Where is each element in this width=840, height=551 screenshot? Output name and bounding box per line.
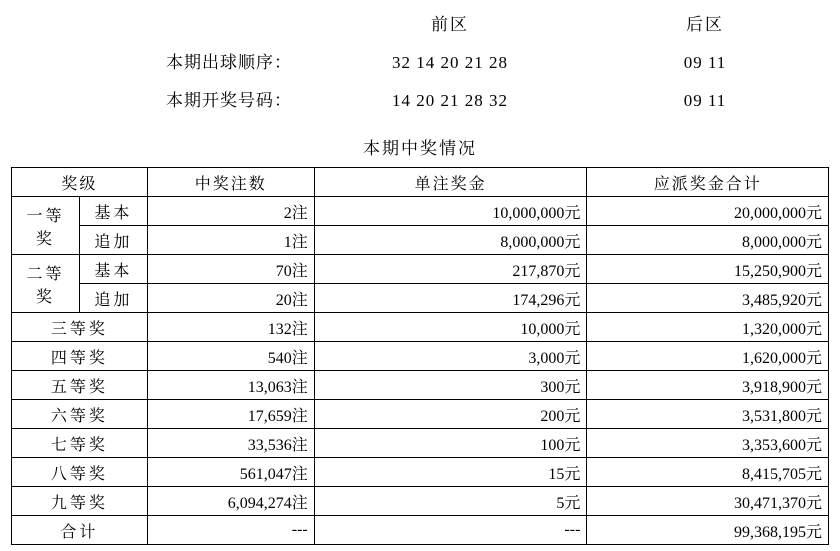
prize-unit-amount: 15元 [314,458,587,487]
prize-unit-amount: 10,000,000元 [314,197,587,226]
prize-count: 132注 [147,313,314,342]
table-row [12,371,829,400]
header-count: 中奖注数 [147,168,314,197]
back-zone-title: 后区 [686,15,724,34]
prize-subtype: 基本 [79,255,147,284]
prize-unit-amount: 100元 [314,429,587,458]
prize-total-amount: 20,000,000元 [587,197,829,226]
prize-level: 二等奖 [12,255,80,313]
table-row [12,284,829,313]
prize-total-amount: 1,620,000元 [587,342,829,371]
prize-subtype: 追加 [79,284,147,313]
prize-count: 540注 [147,342,314,371]
table-row [12,313,829,342]
front-zone-title: 前区 [431,15,469,34]
prize-unit-amount: 200元 [314,400,587,429]
prize-table [11,167,829,545]
ball-order-back-numbers: 09 11 [683,53,727,72]
prize-unit-amount: 300元 [314,371,587,400]
prize-unit-amount: 217,870元 [314,255,587,284]
prize-level: 一等奖 [12,197,80,255]
header-level: 奖级 [12,168,148,197]
header-unit-prize: 单注奖金 [314,168,587,197]
prize-level: 六等奖 [12,400,148,429]
prize-count: 1注 [147,226,314,255]
draw-numbers-section [0,0,840,124]
prize-total-amount: 8,415,705元 [587,458,829,487]
section-title: 本期中奖情况 [363,139,477,158]
prize-count: 17,659注 [147,400,314,429]
prize-total-amount: 3,353,600元 [587,429,829,458]
prize-count: 70注 [147,255,314,284]
prize-level: 四等奖 [12,342,148,371]
total-label: 合计 [12,516,148,545]
table-total-row [12,516,829,545]
prize-count: 2注 [147,197,314,226]
table-row [12,400,829,429]
table-row [12,458,829,487]
total-unit-amount: --- [314,516,587,545]
total-amount: 99,368,195元 [587,516,829,545]
table-header-row [12,168,829,197]
prize-total-amount: 3,531,800元 [587,400,829,429]
prize-count: 561,047注 [147,458,314,487]
prize-count: 20注 [147,284,314,313]
prize-count: 6,094,274注 [147,487,314,516]
prize-level: 三等奖 [12,313,148,342]
ball-order-row [0,48,840,86]
winning-numbers-front: 14 20 21 28 32 [392,91,508,110]
prize-unit-amount: 10,000元 [314,313,587,342]
ball-order-label: 本期出球顺序： [166,53,292,72]
prize-count: 13,063注 [147,371,314,400]
prize-unit-amount: 174,296元 [314,284,587,313]
table-row [12,429,829,458]
table-row [12,342,829,371]
winning-numbers-label: 本期开奖号码： [166,91,292,110]
table-row [12,255,829,284]
prize-subtype: 追加 [79,226,147,255]
winning-numbers-row [0,86,840,124]
prize-total-amount: 3,918,900元 [587,371,829,400]
prize-total-amount: 3,485,920元 [587,284,829,313]
prize-total-amount: 30,471,370元 [587,487,829,516]
table-row [12,226,829,255]
prize-level: 九等奖 [12,487,148,516]
prize-unit-amount: 3,000元 [314,342,587,371]
prize-total-amount: 1,320,000元 [587,313,829,342]
prize-count: 33,536注 [147,429,314,458]
prize-subtype: 基本 [79,197,147,226]
header-total: 应派奖金合计 [587,168,829,197]
zone-header-row [0,10,840,48]
ball-order-front-numbers: 32 14 20 21 28 [392,53,508,72]
prize-total-amount: 8,000,000元 [587,226,829,255]
prize-level: 五等奖 [12,371,148,400]
prize-unit-amount: 5元 [314,487,587,516]
table-row [12,487,829,516]
prize-unit-amount: 8,000,000元 [314,226,587,255]
prize-total-amount: 15,250,900元 [587,255,829,284]
prize-level: 七等奖 [12,429,148,458]
total-count: --- [147,516,314,545]
winning-numbers-back: 09 11 [683,91,727,110]
table-row [12,197,829,226]
prize-level: 八等奖 [12,458,148,487]
